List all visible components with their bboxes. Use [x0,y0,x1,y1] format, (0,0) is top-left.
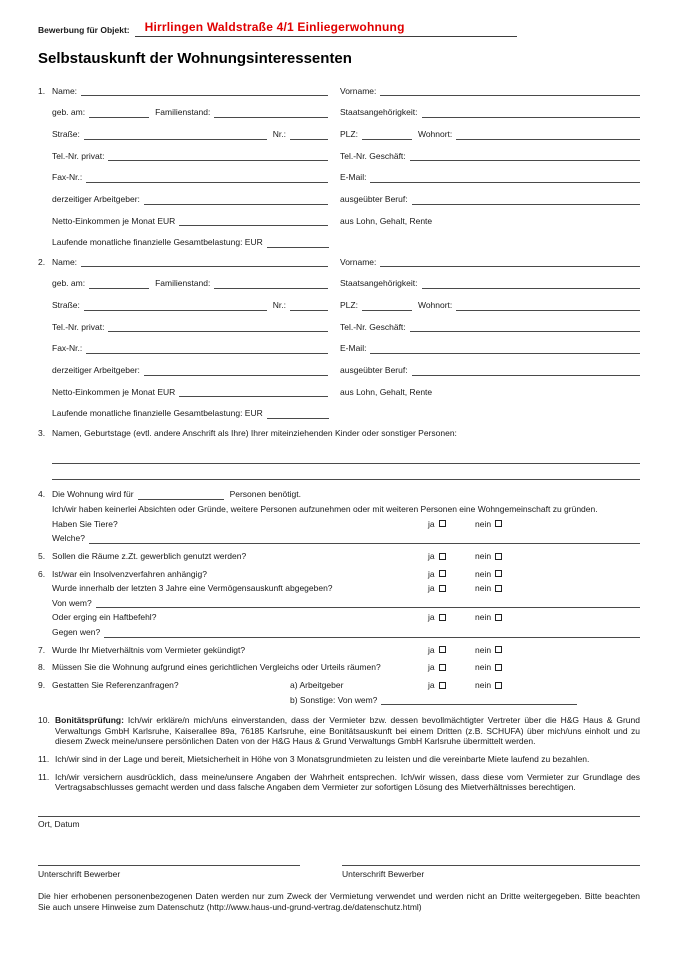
ja-nein-group [428,569,640,580]
name-row [52,86,640,97]
nein-label: nein [475,612,492,623]
nein-label: nein [475,583,492,594]
plz-label: PLZ: [340,300,358,310]
question-number: 6. [38,568,46,579]
ja-label: ja [428,612,435,623]
tel-geschaeft-field[interactable] [410,322,640,333]
nein-label: nein [475,518,492,529]
arbeitgeber-field[interactable] [144,365,328,376]
birth-row [52,107,640,118]
signature-spacer [300,854,342,880]
employer-row [52,194,640,205]
phone-row [52,322,640,333]
nein-checkbox[interactable] [495,570,502,577]
belastung-row [52,237,640,248]
nr-field[interactable] [290,300,328,311]
nein-checkbox[interactable] [495,682,502,689]
netto-einkommen-label: Netto-Einkommen je Monat EUR [52,386,176,397]
object-value: Hirrlingen Waldstraße 4/1 Einliegerwohnung [144,20,405,34]
welche-label: Welche? [52,533,85,544]
arbeitgeber-label: derzeitiger Arbeitgeber: [52,364,140,375]
von-wem-label: Von wem? [52,597,92,608]
beruf-label: ausgeübter Beruf: [340,193,408,204]
question-number: 5. [38,550,46,561]
staatsangehoerigkeit-label: Staatsangehörigkeit: [340,107,418,118]
nein-checkbox[interactable] [495,585,502,592]
staatsangehoerigkeit-field[interactable] [422,278,641,289]
name-field[interactable] [81,86,328,97]
ja-nein-group [428,519,640,530]
vermoegensauskunft-question: Wurde innerhalb der letzten 3 Jahre eine Vermögensauskunft abgegeben? [52,583,333,594]
employer-row [52,365,640,376]
bonitaetspruefung-label: Bonitätsprüfung: [55,715,124,726]
von-wem-field[interactable] [96,607,640,608]
applicant-1-section [38,86,640,248]
page-title: Selbstauskunft der Wohnungsinteressenten [38,50,352,67]
vorname-field[interactable] [380,257,640,268]
ja-label: ja [428,644,435,655]
gesamtbelastung-label: Laufende monatliche finanzielle Gesamtbelastung: EUR [52,408,263,419]
signature-block-2 [342,854,640,880]
section-number: 2. [38,256,46,267]
question-10 [38,715,640,747]
nein-checkbox[interactable] [495,664,502,671]
email-label: E-Mail: [340,172,367,183]
wahrheit-text: Ich/wir versichern ausdrücklich, dass meine/unsere Angaben der Wahrheit entsprechen. Ich/wir wissen, dass diese vom Vermieter zur Grundlage des Vertragsabschlusses gemacht werden und dass falsche Angaben dem Vermieter zur sofortigen Lösung des Mietverhältnisses berechtigen. [55,771,640,793]
wohnung-post-label: Personen benötigt. [229,489,301,500]
question-8-text: Müssen Sie die Wohnung aufgrund eines gerichtlichen Vergleichs oder Urteils räumen? [52,662,381,673]
ja-label: ja [428,583,435,594]
signature-row [38,854,640,880]
name-label: Name: [52,85,78,96]
question-5-text: Sollen die Räume z.Zt. gewerblich genutzt werden? [52,550,247,561]
staatsangehoerigkeit-label: Staatsangehörigkeit: [340,278,418,289]
strasse-label: Straße: [52,129,80,139]
name-label: Name: [52,256,78,267]
question-number: 11. [38,771,50,782]
ja-nein-group [428,612,640,623]
ja-label: ja [428,568,435,579]
option-b-label: b) Sonstige: Von wem? [290,694,378,705]
bonitaetspruefung-text: Ich/wir erkläre/n mich/uns einverstanden, dass der Vermieter bzw. dessen bevollmächtigter Vertreter über die H&G Haus & Grund Verwaltungs GmbH Karlsruhe, Kaiserallee 89a, 76185 Karlsruhe, eine Bonitätsauskunft bei einem Dritten (z.B. SCHUFA) über mich/uns einholt und zu diesem Zweck meine/unsere persönlichen Daten von der H&G Haus & Grund Verwaltungs GmbH Karlsruhe übermittelt werden. [55,715,640,747]
question-4 [38,489,640,544]
nein-label: nein [475,679,492,690]
question-7 [38,645,640,656]
vorname-label: Vorname: [340,256,377,267]
nein-checkbox[interactable] [495,614,502,621]
question-11a [38,754,640,765]
question-number: 9. [38,679,46,690]
ja-checkbox[interactable] [439,570,446,577]
email-field[interactable] [370,343,640,354]
phone-row [52,151,640,162]
familienstand-field[interactable] [214,278,328,289]
ort-datum-field[interactable] [38,803,640,817]
fax-label: Fax-Nr.: [52,343,83,354]
ja-label: ja [428,518,435,529]
question-7-text: Wurde Ihr Mietverhältnis vom Vermieter gekündigt? [52,644,246,655]
belastung-row [52,408,640,419]
ja-nein-group [428,680,640,691]
nein-checkbox[interactable] [495,646,502,653]
plz-label: PLZ: [340,129,358,139]
ja-label: ja [428,679,435,690]
aus-lohn-label: aus Lohn, Gehalt, Rente [340,215,433,226]
netto-einkommen-label: Netto-Einkommen je Monat EUR [52,215,176,226]
geb-am-field[interactable] [89,107,149,118]
ja-label: ja [428,550,435,561]
wohnort-label: Wohnort: [417,129,453,139]
nein-label: nein [475,568,492,579]
nein-label: nein [475,550,492,561]
question-5 [38,551,640,562]
vorname-field[interactable] [380,86,640,97]
ja-checkbox[interactable] [439,682,446,689]
gegen-wen-field[interactable] [104,637,640,638]
familienstand-field[interactable] [214,107,328,118]
ort-datum-block [38,803,640,830]
gesamtbelastung-field[interactable] [267,237,329,248]
question-6 [38,569,640,638]
question-number: 11. [38,754,50,764]
object-field[interactable] [135,20,517,37]
strasse-label: Straße: [52,300,80,310]
question-11b [38,772,640,793]
nr-field[interactable] [290,129,328,140]
question-number: 8. [38,662,46,673]
wohnort-field[interactable] [456,300,640,311]
nein-checkbox[interactable] [495,520,502,527]
question-3 [38,428,640,481]
question-3-text: Namen, Geburtstage (evtl. andere Anschrift als Ihre) Ihrer miteinziehenden Kinder oder sonstiger Personen: [52,427,457,438]
question-9-text: Gestatten Sie Referenzanfragen? [52,679,179,690]
income-row [52,216,640,227]
signature-field-2[interactable] [342,854,640,866]
nr-label: Nr.: [272,129,286,139]
strasse-field[interactable] [84,129,267,140]
netto-einkommen-field[interactable] [179,216,328,227]
ja-checkbox[interactable] [439,664,446,671]
ja-nein-group [428,551,640,562]
tel-geschaeft-field[interactable] [410,151,640,162]
object-label: Bewerbung für Objekt: [38,25,130,36]
fax-email-row [52,343,640,354]
question-9 [38,680,640,705]
fax-field[interactable] [86,343,328,354]
ja-nein-group [428,662,640,673]
option-a-label: a) Arbeitgeber [290,679,344,690]
insolvenz-question: Ist/war ein Insolvenzverfahren anhängig? [52,568,207,579]
fax-field[interactable] [86,172,328,183]
strasse-field[interactable] [84,300,267,311]
nr-label: Nr.: [272,300,286,310]
email-label: E-Mail: [340,343,367,354]
arbeitgeber-label: derzeitiger Arbeitgeber: [52,193,140,204]
signature-label-1: Unterschrift Bewerber [38,868,121,879]
familienstand-label: Familienstand: [155,107,211,118]
income-row [52,387,640,398]
ja-checkbox[interactable] [439,614,446,621]
ja-checkbox[interactable] [439,553,446,560]
signature-field-1[interactable] [38,854,300,866]
question-number: 3. [38,427,46,438]
children-field-line-1[interactable] [52,448,640,464]
name-row [52,257,640,268]
netto-einkommen-field[interactable] [179,387,328,398]
privacy-note: Die hier erhobenen personenbezogenen Daten werden nur zum Zweck der Vermietung verwendet und werden nicht an Dritte weitergegeben. Bitte beachten Sie auch unsere Hinweise zum Datenschutz (http://www.haus-und-grund-vertrag.de/datenschutz.html) [38,891,640,912]
ja-checkbox[interactable] [439,585,446,592]
ja-nein-group [428,645,640,656]
question-number: 10. [38,715,50,726]
signature-block-1 [38,854,300,880]
object-header [38,20,640,37]
ja-nein-group [428,583,640,594]
fax-label: Fax-Nr.: [52,172,83,183]
personen-anzahl-field[interactable] [138,499,224,500]
section-number: 1. [38,85,46,96]
tel-privat-field[interactable] [108,322,328,333]
name-field[interactable] [81,257,328,268]
haftbefehl-question: Oder erging ein Haftbefehl? [52,612,157,623]
vorname-label: Vorname: [340,85,377,96]
wohnort-field[interactable] [456,129,640,140]
nein-label: nein [475,662,492,673]
address-row [52,129,640,140]
email-field[interactable] [370,172,640,183]
plz-field[interactable] [362,300,412,311]
mietsicherheit-text: Ich/wir sind in der Lage und bereit, Mietsicherheit in Höhe von 3 Monatsgrundmieten zu leisten und die vereinbarte Miete laufend zu bezahlen. [55,754,590,764]
beruf-field[interactable] [412,194,640,205]
nein-checkbox[interactable] [495,553,502,560]
staatsangehoerigkeit-field[interactable] [422,107,641,118]
absicht-text: Ich/wir haben keinerlei Absichten oder Gründe, weitere Personen aufzunehmen oder mit weiteren Personen eine Wohngemeinschaft zu gründen. [52,504,598,514]
tiere-question: Haben Sie Tiere? [52,518,118,529]
gesamtbelastung-label: Laufende monatliche finanzielle Gesamtbelastung: EUR [52,237,263,248]
birth-row [52,278,640,289]
plz-field[interactable] [362,129,412,140]
address-row [52,300,640,311]
ort-datum-label: Ort, Datum [38,818,80,829]
sonstige-von-wem-field[interactable] [381,704,577,705]
tel-geschaeft-label: Tel.-Nr. Geschäft: [340,150,406,161]
question-number: 4. [38,489,46,500]
arbeitgeber-field[interactable] [144,194,328,205]
wohnort-label: Wohnort: [417,300,453,310]
beruf-field[interactable] [412,365,640,376]
children-field-line-2[interactable] [52,464,640,480]
geb-am-label: geb. am: [52,278,86,289]
geb-am-field[interactable] [89,278,149,289]
aus-lohn-label: aus Lohn, Gehalt, Rente [340,386,433,397]
tel-privat-field[interactable] [108,151,328,162]
question-number: 7. [38,644,46,655]
tel-privat-label: Tel.-Nr. privat: [52,321,105,332]
ja-label: ja [428,662,435,673]
signature-label-2: Unterschrift Bewerber [342,868,425,879]
gegen-wen-label: Gegen wen? [52,627,101,637]
gesamtbelastung-field[interactable] [267,408,329,419]
familienstand-label: Familienstand: [155,278,211,289]
tel-privat-label: Tel.-Nr. privat: [52,150,105,161]
applicant-2-section [38,257,640,419]
nein-label: nein [475,644,492,655]
question-8 [38,662,640,673]
ja-checkbox[interactable] [439,520,446,527]
tel-geschaeft-label: Tel.-Nr. Geschäft: [340,321,406,332]
welche-field[interactable] [89,543,640,544]
beruf-label: ausgeübter Beruf: [340,364,408,375]
ja-checkbox[interactable] [439,646,446,653]
geb-am-label: geb. am: [52,107,86,118]
fax-email-row [52,172,640,183]
wohnung-pre-label: Die Wohnung wird für [52,489,134,500]
